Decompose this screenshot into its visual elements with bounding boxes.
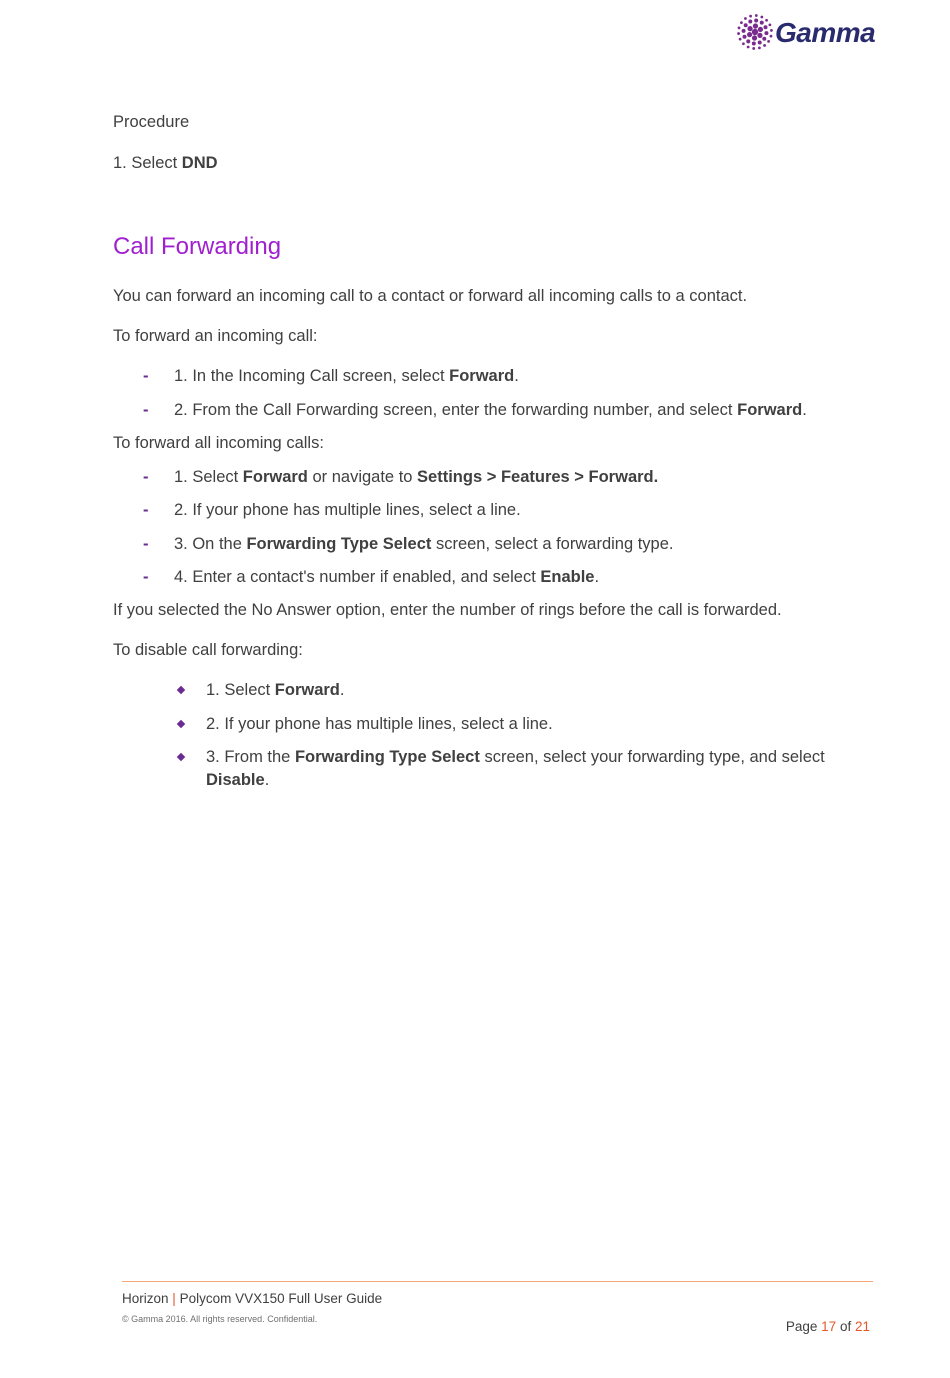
dash-marker: - <box>143 468 149 486</box>
logo-dot <box>740 21 743 24</box>
dnd-step <box>113 152 218 174</box>
logo-dot <box>754 19 758 23</box>
step-text: 1. In the Incoming Call screen, select Forward. <box>174 367 519 385</box>
disable-step <box>113 746 873 792</box>
step-text: 2. If your phone has multiple lines, select a line. <box>174 501 521 519</box>
step-text: 2. From the Call Forwarding screen, enter the forwarding number, and select Forward. <box>174 401 807 419</box>
logo-dot <box>752 29 758 35</box>
step-text: 2. If your phone has multiple lines, select a line. <box>206 715 553 733</box>
logo-dot <box>747 46 750 49</box>
disable-label: To disable call forwarding: <box>113 641 303 659</box>
dash-marker: - <box>143 568 149 586</box>
logo-dot <box>752 35 757 40</box>
dnd-step-bold: DND <box>181 154 218 172</box>
logo-dot <box>748 20 752 24</box>
section-heading: Call Forwarding <box>113 233 282 260</box>
gamma-logo-dots-icon <box>735 12 775 52</box>
logo-dot <box>752 41 756 45</box>
logo-dot <box>760 16 763 19</box>
logo-dot <box>760 21 764 25</box>
disable-step <box>113 713 873 736</box>
dash-marker: - <box>143 501 149 519</box>
diamond-bullet-icon <box>177 720 185 728</box>
no-answer-note: If you selected the No Answer option, enter the number of rings before the call is forwarded. <box>113 601 782 619</box>
dash-marker: - <box>143 535 149 553</box>
gamma-logo-text: Gamma <box>775 17 876 48</box>
page-number <box>786 1318 870 1336</box>
footer-title <box>122 1290 382 1308</box>
page-of: of <box>839 1319 852 1334</box>
logo-dot <box>742 29 746 33</box>
forward-all-label: To forward all incoming calls: <box>113 434 324 452</box>
logo-dot <box>743 35 747 39</box>
logo-dot <box>737 32 740 35</box>
logo-dot <box>757 33 762 38</box>
logo-dot <box>738 26 741 29</box>
dnd-step-prefix: 1. Select <box>113 154 182 172</box>
logo-dot <box>744 23 748 27</box>
logo-dot <box>763 25 767 29</box>
logo-dot <box>746 39 750 43</box>
disable-step <box>113 679 873 702</box>
logo-dot <box>739 38 742 41</box>
logo-dot <box>758 47 761 50</box>
step-text: 4. Enter a contact's number if enabled, and select Enable. <box>174 568 600 586</box>
gamma-logo <box>735 12 875 54</box>
logo-dot <box>755 14 758 17</box>
page-current: 17 <box>821 1319 837 1334</box>
footer-separator: | <box>172 1291 176 1306</box>
footer-divider <box>122 1281 873 1282</box>
logo-dot <box>764 31 768 35</box>
logo-dot <box>770 35 773 38</box>
logo-dot <box>753 23 758 28</box>
forward-incoming-label: To forward an incoming call: <box>113 327 318 345</box>
dash-marker: - <box>143 367 149 385</box>
page-label: Page <box>785 1319 818 1334</box>
logo-dot <box>758 27 763 32</box>
diamond-bullet-icon <box>177 753 185 761</box>
logo-dot <box>770 29 773 32</box>
step-text: 1. Select Forward. <box>206 681 345 699</box>
footer-copyright: © Gamma 2016. All rights reserved. Confidential. <box>122 1314 318 1324</box>
logo-dot <box>765 19 768 22</box>
logo-dot <box>749 15 752 18</box>
logo-dot <box>763 44 766 47</box>
intro-paragraph: You can forward an incoming call to a contact or forward all incoming calls to a contact. <box>113 287 748 305</box>
dash-marker: - <box>143 401 149 419</box>
logo-dot <box>768 24 771 27</box>
logo-dot <box>762 37 766 41</box>
page-total: 21 <box>854 1319 870 1334</box>
footer-title-left: Horizon <box>122 1291 169 1306</box>
logo-dot <box>758 40 762 44</box>
step-text: 3. On the Forwarding Type Select screen, select a forwarding type. <box>174 535 674 553</box>
footer-title-right: Polycom VVX150 Full User Guide <box>179 1291 383 1306</box>
logo-dot <box>752 47 755 50</box>
logo-dot <box>747 26 752 31</box>
logo-dot <box>767 40 770 43</box>
procedure-label: Procedure <box>113 113 190 131</box>
step-text: 3. From the Forwarding Type Select screen, select your forwarding type, and select Disable. <box>206 748 825 789</box>
diamond-bullet-icon <box>177 686 185 694</box>
logo-dot <box>747 32 752 37</box>
logo-dot <box>744 17 747 20</box>
step-text: 1. Select Forward or navigate to Settings > Features > Forward. <box>174 468 659 486</box>
logo-dot <box>742 42 745 45</box>
